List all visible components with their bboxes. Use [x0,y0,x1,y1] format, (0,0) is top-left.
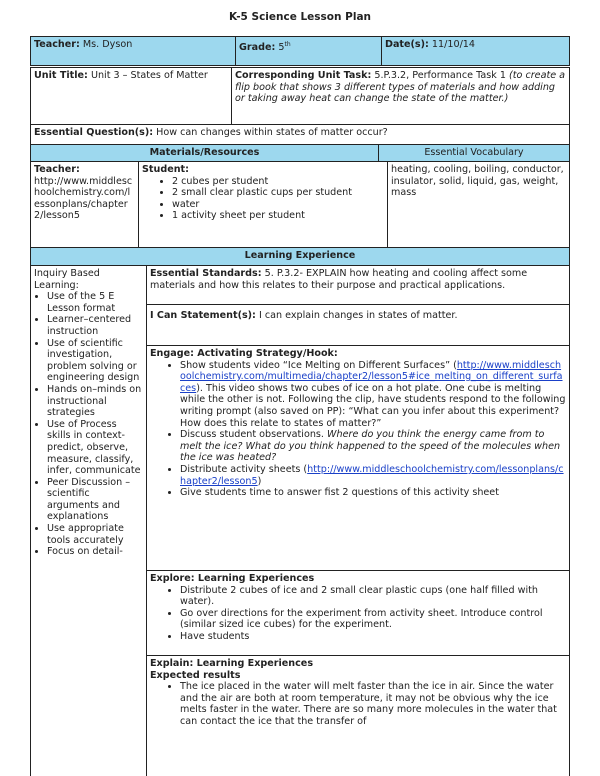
unit-task-label: Corresponding Unit Task: [235,70,372,81]
standards-cell [146,265,570,305]
engage-cell [146,345,570,571]
list-item: • water [172,199,384,211]
unit-task-description: (to create a flip book that shows 3 different types of materials and how adding or taking away heat can change the state of the matter.) [235,70,566,105]
engage-list [150,360,566,499]
list-item: • 2 small clear plastic cups per student [172,187,384,199]
essential-question-label: Essential Question(s): [34,127,154,138]
list-item: • Peer Discussion –scientific arguments and explanations [47,477,143,523]
student-materials-list [142,176,384,222]
explain-cell [146,655,570,776]
grade-label: Grade: [239,42,276,54]
list-item: • Hands on–minds on instructional strategies [47,384,143,419]
materials-teacher-cell [30,161,139,248]
vocabulary-cell [387,161,570,248]
engage-video-rest: ). This video shows two cubes of ice on a hot plate. One cube is melting while the other is not. Following the clip, have students respond to the following writing prompt (also saved on PP): “What can you infer about this experiment? How does this relate to states of matter?” [180,382,566,429]
list-item: • Use appropriate tools accurately [47,523,143,546]
teacher-value: Ms. Dyson [82,39,133,50]
explain-subheading: Expected results [150,669,241,681]
explore-list [150,585,566,643]
standards-label: Essential Standards: [150,268,262,279]
unit-title-value: Unit 3 – States of Matter [90,70,208,81]
explore-cell [146,570,570,656]
materials-teacher-label: Teacher: [34,164,80,175]
unit-task-value: 5.P.3.2, Performance Task 1 [374,70,506,81]
essential-question-cell [30,124,570,145]
list-item: • Have students [180,631,566,643]
inquiry-list [34,291,143,558]
list-item [180,360,566,430]
unit-task-cell [231,67,570,125]
list-item: • 1 activity sheet per student [172,210,384,222]
list-item: • Use of Process skills in context- predict, observe, measure, classify, infer, communicate [47,419,143,477]
list-item [180,464,566,487]
i-can-value: I can explain changes in states of matter. [258,310,458,321]
list-item: • Use of the 5 E Lesson format [47,291,143,314]
materials-student-label: Student: [142,164,189,175]
inquiry-intro: Inquiry Based Learning: [34,268,100,291]
materials-student-cell [138,161,388,248]
vocabulary-list: heating, cooling, boiling, conductor, insulator, solid, liquid, gas, weight, mass [391,164,564,199]
date-value: 11/10/14 [431,39,476,50]
engage-distribute-close: ) [257,475,262,487]
list-item: • The ice placed in the water will melt faster than the ice in air. Since the water and the air are both at room temperature, it may not be obvious why the ice melts faster in the water. There are so many more molecules in the water that can contact the ice that the transfer of [180,681,566,727]
engage-distribute-text: Distribute activity sheets ( [180,463,308,475]
standards-value: 5. P.3.2- EXPLAIN how heating and cooling affect some materials and how this relates to their purpose and practical applications. [150,268,528,291]
engage-discuss-questions: Where do you think the energy came from to melt the ice? What do you think happened to the speed of the molecules when the ice was heated? [180,429,561,464]
vocabulary-header: Essential Vocabulary [378,144,570,162]
learning-experience-header: Learning Experience [30,247,570,266]
grade-value: 5 [278,42,285,54]
teacher-label: Teacher: [34,39,80,50]
materials-teacher-link[interactable]: http://www.middleschoolchemistry.com/lessonplans/chapter2/lesson5 [34,175,133,222]
list-item: • 2 cubes per student [172,176,384,188]
engage-heading: Engage: Activating Strategy/Hook: [150,348,338,359]
list-item [180,429,566,464]
date-cell [381,36,570,66]
inquiry-column [30,265,147,776]
essential-question-value: How can changes within states of matter occur? [156,127,388,138]
explain-list [150,681,566,727]
list-item: • Use of scientific investigation, problem solving or engineering design [47,338,143,384]
materials-header: Materials/Resources [30,144,379,162]
explore-heading: Explore: Learning Experiences [150,573,315,584]
grade-cell [235,36,382,66]
engage-activity-link[interactable]: http://www.middleschoolchemistry.com/lessonplans/chapter2/lesson5 [180,463,564,487]
list-item: • Give students time to answer fist 2 questions of this activity sheet [180,487,566,499]
grade-sup: th [284,41,291,48]
unit-title-cell [30,67,232,125]
engage-discuss-text: Discuss student observations. [180,429,324,441]
i-can-label: I Can Statement(s): [150,310,256,321]
engage-video-text: Show students video “Ice Melting on Different Surfaces” ( [180,359,457,371]
document-title: K-5 Science Lesson Plan [228,11,372,23]
teacher-cell [30,36,236,66]
unit-title-label: Unit Title: [34,70,88,81]
list-item: • Go over directions for the experiment from activity sheet. Introduce control (similar sized ice cubes) for the experiment. [180,608,566,631]
list-item: • Focus on detail- [47,546,143,558]
list-item: • Distribute 2 cubes of ice and 2 small clear plastic cups (one half filled with water). [180,585,566,608]
date-label: Date(s): [385,39,429,50]
explain-heading: Explain: Learning Experiences [150,658,314,669]
engage-video-link[interactable]: http://www.middleschoolchemistry.com/multimedia/chapter2/lesson5#ice_melting_on_different_surfaces [180,359,563,394]
list-item: • Learner–centered instruction [47,314,143,337]
i-can-cell [146,304,570,346]
